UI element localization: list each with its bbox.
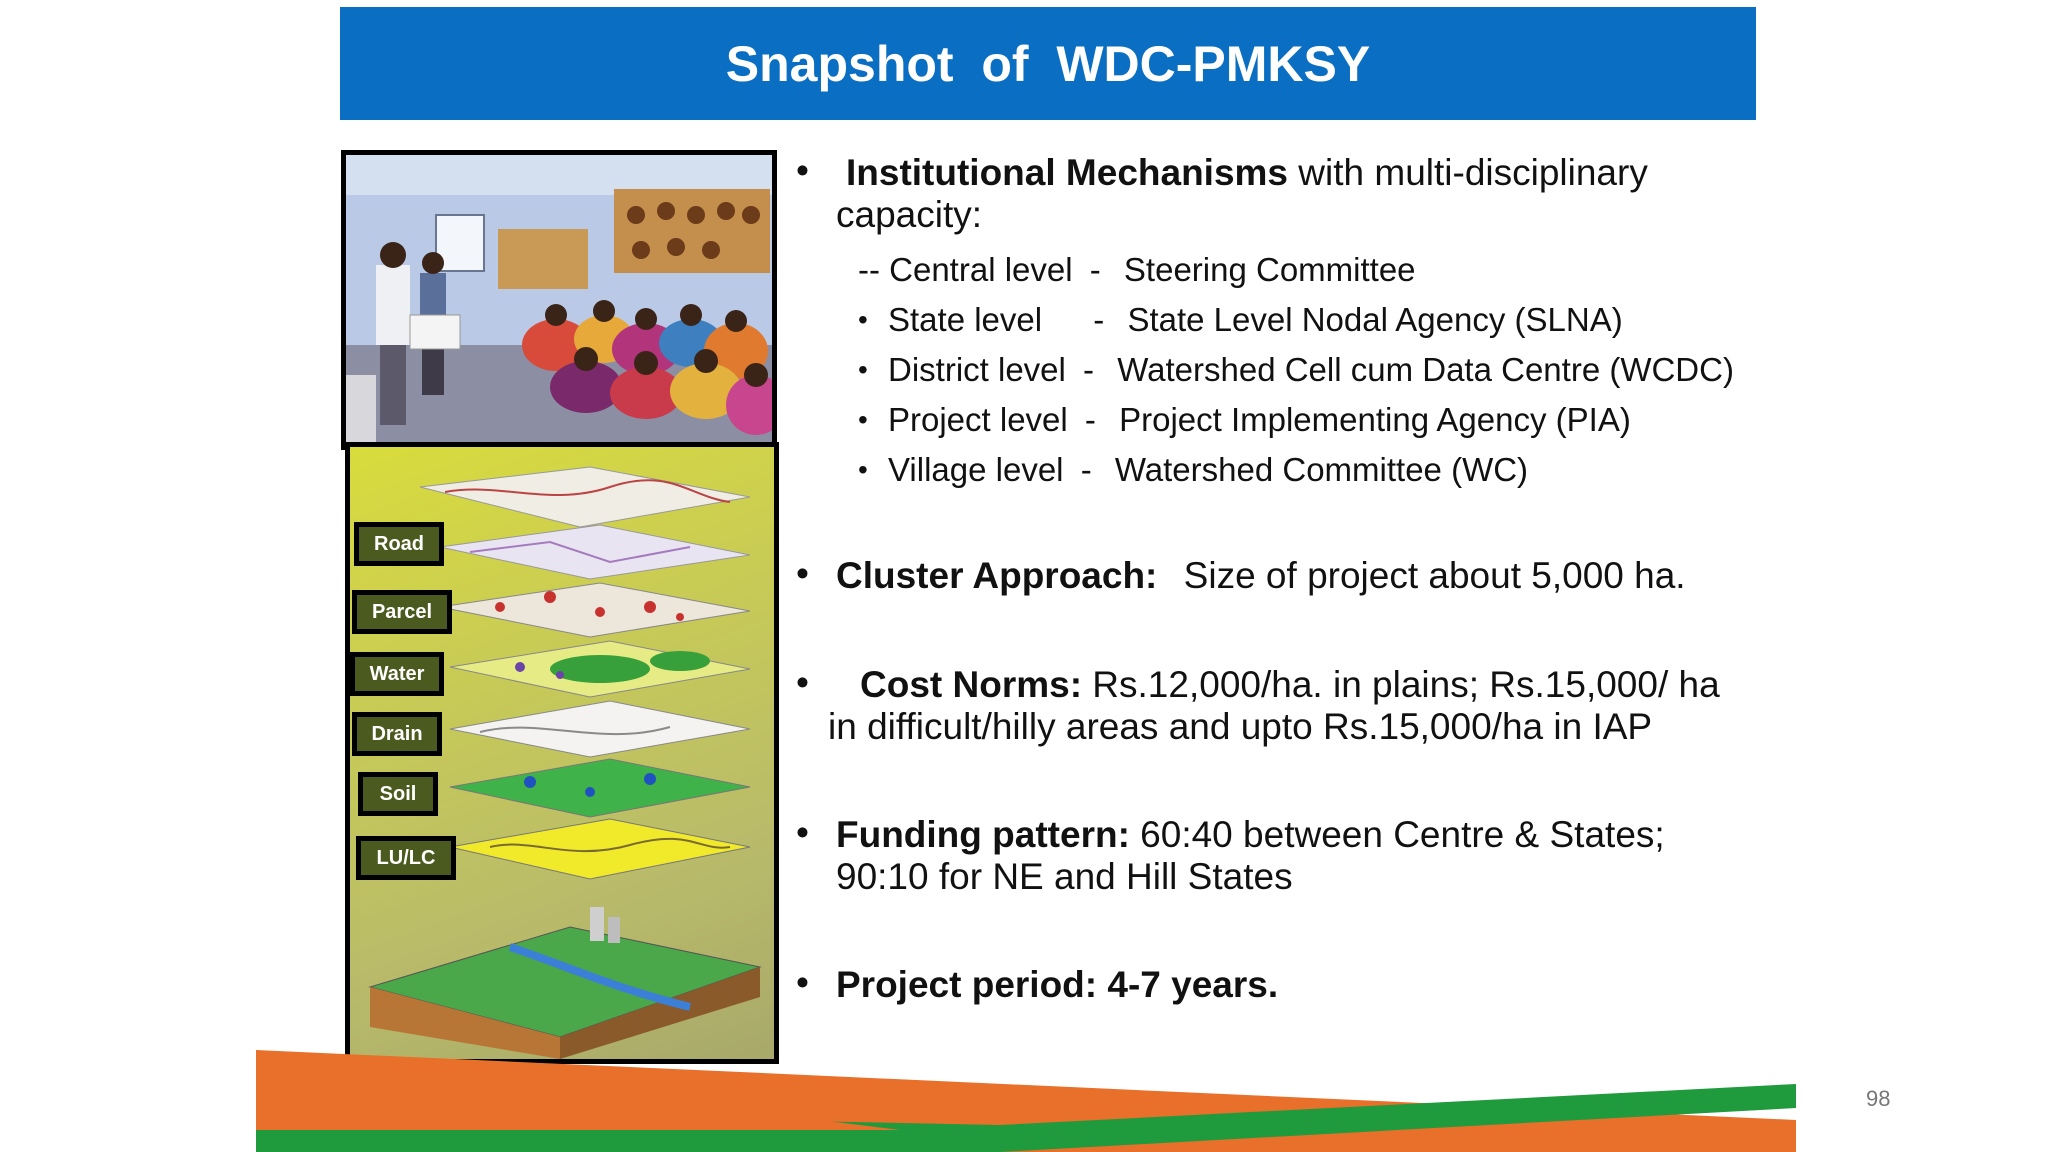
cost-label: Cost Norms: xyxy=(860,664,1083,705)
level-village xyxy=(888,451,1528,489)
institutional-text: with multi-disciplinary xyxy=(1288,152,1648,193)
bullet-dot: • xyxy=(796,662,809,703)
layer-label-lulc xyxy=(356,836,456,880)
bullet-dot: • xyxy=(796,553,809,594)
cost-text: Rs.12,000/ha. in plains; Rs.15,000/ ha xyxy=(1082,664,1720,705)
classroom-photo xyxy=(341,150,777,450)
layer-label-road xyxy=(354,522,444,566)
level-name: District level xyxy=(888,351,1066,388)
cost-norms xyxy=(860,664,1720,706)
slide-title: Snapshot of WDC-PMKSY xyxy=(725,35,1371,92)
cost-norms-line2: in difficult/hilly areas and upto Rs.15,000/ha in IAP xyxy=(828,706,1653,747)
funding-pattern xyxy=(836,814,1665,856)
funding-text: 60:40 between Centre & States; xyxy=(1129,814,1665,855)
layer-label-drain-text: Drain xyxy=(371,722,423,745)
layer-label-road-text: Road xyxy=(374,532,424,555)
level-name: -- Central level xyxy=(858,251,1073,288)
cluster-approach xyxy=(836,555,1686,597)
level-state xyxy=(888,301,1623,339)
level-separator: - xyxy=(1089,251,1101,288)
level-body: Steering Committee xyxy=(1123,251,1416,288)
title-bar xyxy=(340,7,1756,120)
sub-bullet-dot: • xyxy=(858,454,868,485)
layer-label-water xyxy=(350,652,444,696)
sub-bullet-dot: • xyxy=(858,354,868,385)
level-separator: - xyxy=(1084,401,1096,438)
institutional-label: Institutional Mechanisms xyxy=(846,152,1289,193)
level-name: Project level xyxy=(888,401,1068,438)
level-body: Project Implementing Agency (PIA) xyxy=(1119,401,1631,438)
bullet-dot: • xyxy=(796,962,809,1003)
cluster-label: Cluster Approach: xyxy=(836,555,1158,596)
sub-bullet-dot: • xyxy=(858,304,868,335)
layer-label-soil-text: Soil xyxy=(379,782,417,805)
footer-orange-band xyxy=(256,1050,1796,1152)
level-body: Watershed Cell cum Data Centre (WCDC) xyxy=(1117,351,1734,388)
layer-label-drain xyxy=(352,712,442,756)
level-separator: - xyxy=(1080,451,1092,488)
layer-label-soil xyxy=(358,772,438,816)
project-period: Project period: 4-7 years. xyxy=(836,964,1279,1005)
funding-label: Funding pattern: xyxy=(836,814,1130,855)
level-separator: - xyxy=(1093,301,1105,338)
level-separator: - xyxy=(1083,351,1095,388)
layer-label-parcel-text: Parcel xyxy=(371,600,433,623)
level-name: State level xyxy=(888,301,1043,338)
page-number: 98 xyxy=(1866,1086,1891,1111)
level-name: Village level xyxy=(888,451,1064,488)
layer-label-lulc-text: LU/LC xyxy=(376,846,436,869)
level-central xyxy=(858,251,1416,289)
layer-label-parcel xyxy=(352,590,452,634)
funding-pattern-line2: 90:10 for NE and Hill States xyxy=(836,856,1293,897)
bullet-dot: • xyxy=(796,812,809,853)
cluster-text: Size of project about 5,000 ha. xyxy=(1183,555,1686,596)
footer-green-band xyxy=(256,1084,1796,1152)
institutional-heading xyxy=(846,152,1648,194)
level-body: Watershed Committee (WC) xyxy=(1114,451,1529,488)
institutional-heading-line2: capacity: xyxy=(836,194,983,235)
level-district xyxy=(888,351,1734,389)
level-project xyxy=(888,401,1631,439)
sub-bullet-dot: • xyxy=(858,404,868,435)
level-body: State Level Nodal Agency (SLNA) xyxy=(1127,301,1623,338)
bullet-dot: • xyxy=(796,150,809,191)
classroom-illustration xyxy=(346,155,772,445)
layer-label-water-text: Water xyxy=(369,662,425,685)
